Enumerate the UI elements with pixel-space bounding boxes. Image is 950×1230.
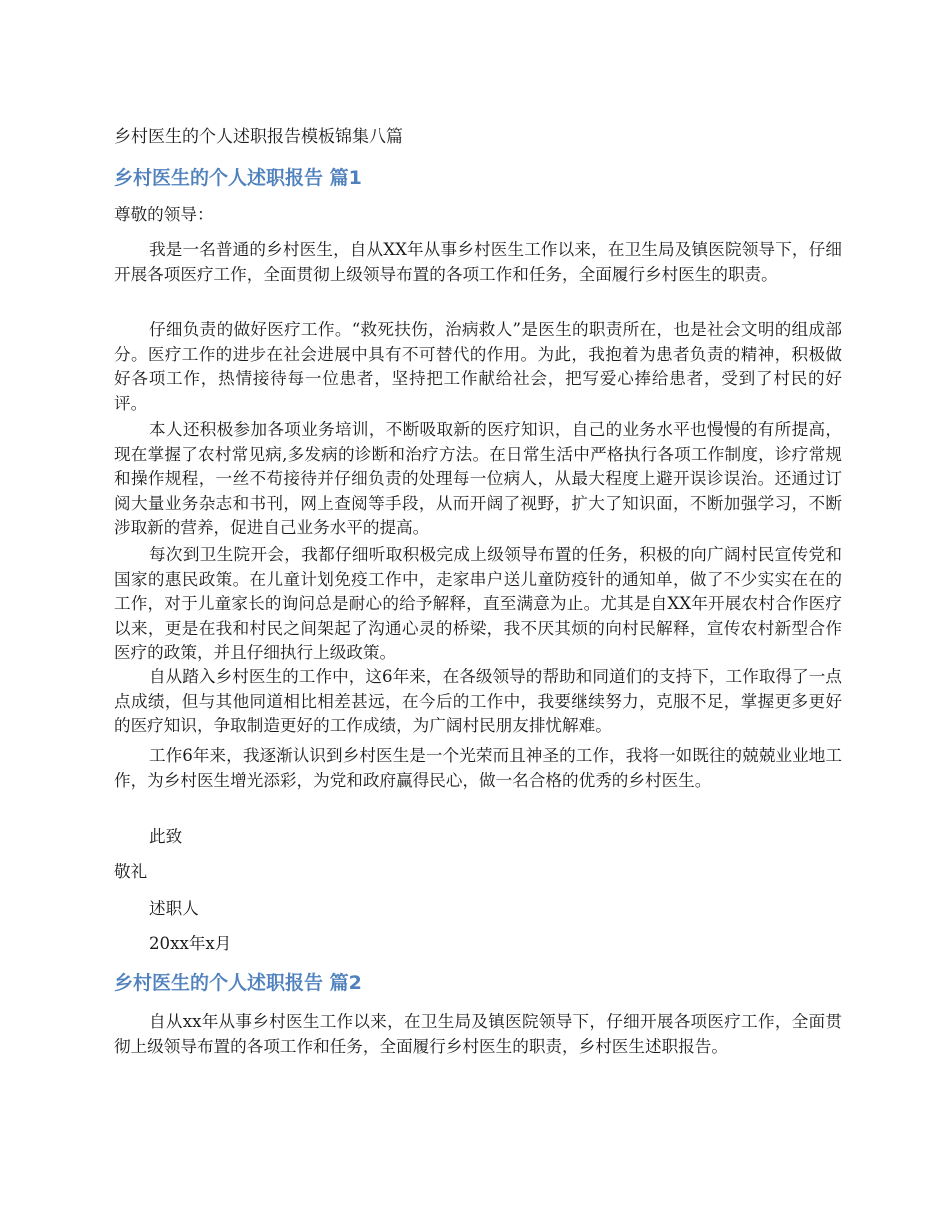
paragraph-7: 自从xx年从事乡村医生工作以来，在卫生局及镇医院领导下，仔细开展各项医疗工作，全面贯彻上级领导布置的各项工作和任务，全面履行乡村医生的职责，乡村医生述职报告。	[114, 1012, 842, 1056]
date: 20xx年x月	[149, 934, 232, 953]
section-heading-2: 乡村医生的个人述职报告 篇2	[114, 972, 362, 994]
salutation: 尊敬的领导：	[114, 205, 214, 224]
paragraph-4: 每次到卫生院开会，我都仔细听取积极完成上级领导布置的任务，积极的向广阔村民宣传党和国家的惠民政策。在儿童计划免疫工作中，走家串户送儿童防疫针的通知单，做了不少实实在在的工作，对于儿童家长的询问总是耐心的给予解释，直至满意为止。尤其是自XX年开展农村合作医疗以来，更是在我和村民之间架起了沟通心灵的桥梁，我不厌其烦的向村民解释，宣传农村新型合作医疗的政策，并且仔细执行上级政策。	[114, 545, 842, 662]
signature: 述职人	[149, 899, 199, 918]
section-heading-1: 乡村医生的个人述职报告 篇1	[114, 167, 362, 189]
paragraph-5: 自从踏入乡村医生的工作中，这6年来，在各级领导的帮助和同道们的支持下，工作取得了一点点成绩，但与其他同道相比相差甚远，在今后的工作中，我要继续努力，克服不足，掌握更多更好的医疗知识，争取制造更好的工作成绩，为广阔村民朋友排忧解难。	[114, 667, 842, 735]
paragraph-3: 本人还积极参加各项业务培训，不断吸取新的医疗知识，自己的业务水平也慢慢的有所提高，现在掌握了农村常见病,多发病的诊断和治疗方法。在日常生活中严格执行各项工作制度，诊疗常规和操作规程，一丝不苟接待并仔细负责的处理每一位病人，从最大程度上避开误诊误治。还通过订阅大量业务杂志和书刊，网上查阅等手段，从而开阔了视野，扩大了知识面，不断加强学习，不断涉取新的营养，促进自己业务水平的提高。	[114, 420, 842, 537]
document-title: 乡村医生的个人述职报告模板锦集八篇	[114, 127, 403, 147]
paragraph-2: 仔细负责的做好医疗工作。“救死扶伤，治病救人”是医生的职责所在，也是社会文明的组成部分。医疗工作的进步在社会进展中具有不可替代的作用。为此，我抱着为患者负责的精神，积极做好各项工作，热情接待每一位患者，坚持把工作献给社会，把写爱心捧给患者，受到了村民的好评。	[114, 320, 842, 413]
paragraph-6: 工作6年来，我逐渐认识到乡村医生是一个光荣而且神圣的工作，我将一如既往的兢兢业业地工作，为乡村医生增光添彩，为党和政府赢得民心，做一名合格的优秀的乡村医生。	[114, 746, 842, 790]
paragraph-1: 我是一名普通的乡村医生，自从XX年从事乡村医生工作以来，在卫生局及镇医院领导下，仔细开展各项医疗工作，全面贯彻上级领导布置的各项工作和任务，全面履行乡村医生的职责。	[114, 240, 842, 284]
closing-line-1: 此致	[149, 827, 183, 846]
closing-line-2: 敬礼	[114, 862, 148, 881]
